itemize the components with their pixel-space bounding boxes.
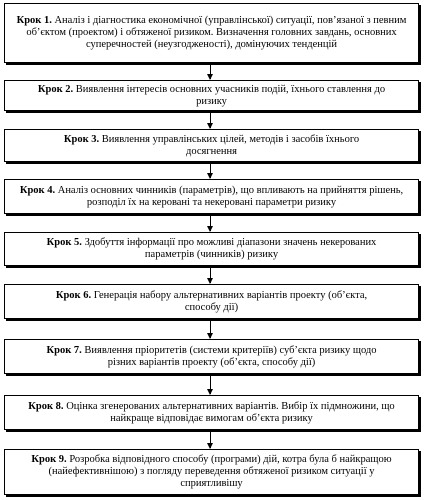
step-1-content (10, 15, 413, 51)
arrow-8-9 (210, 431, 211, 448)
step-2-content (33, 84, 390, 108)
step-5-title: Крок 5. (46, 237, 82, 248)
step-5-content (45, 237, 378, 261)
arrow-2-3 (210, 112, 211, 128)
arrow-7-8 (210, 375, 211, 394)
arrow-1-2 (210, 64, 211, 79)
step-3-content (55, 134, 368, 158)
step-3-box (4, 129, 419, 162)
step-5-box (4, 232, 419, 266)
step-6-title: Крок 6. (55, 289, 92, 301)
step-7-text: Виявлення пріоритетів (системи критеріїв) суб’єкта ризику щодо різних варіантів проекту (об’єкта, способу дії) (84, 344, 377, 368)
step-4-title: Крок 4. (19, 184, 56, 196)
step-9-content (27, 454, 396, 490)
step-4-text: Аналіз основних чинників (параметрів), що впливають на прийняття рішень, розподіл їх на керовані та некеровані параметри ризику (57, 184, 404, 208)
step-8-title: Крок 8. (28, 400, 64, 412)
step-3-text: Виявлення управлінських цілей, методів і засобів їхнього досягнення (101, 133, 360, 157)
step-9-box (4, 449, 419, 495)
step-6-text: Генерація набору альтернативних варіантів проекту (об’єкта, способу дії) (93, 289, 368, 313)
step-8-box (4, 395, 419, 430)
step-1-box (4, 3, 419, 63)
step-7-title: Крок 7. (46, 344, 82, 356)
step-8-text: Оцінка згенерованих альтернативних варіантів. Вибір їх підмножини, що найкраще відповідає вимогам об’єкта ризику (66, 400, 395, 424)
step-6-box (4, 284, 419, 319)
step-1-text: Аналіз і діагностика економічної (управлінської) ситуації, пов’язаної з певним об’єктом (проектом) і обтяженої ризиком. Визначення головних завдань, основних суперечностей (неузгодженості), домінуючих тенденцій (26, 15, 407, 50)
step-4-box (4, 179, 419, 214)
arrow-6-7 (210, 320, 211, 338)
arrow-5-6 (210, 267, 211, 283)
step-9-title: Крок 9. (31, 454, 67, 465)
arrow-4-5 (210, 215, 211, 231)
step-2-text: Виявлення інтересів основних учасників подій, їхнього ставлення до ризику (75, 83, 386, 107)
step-5-text: Здобуття інформації про можливі діапазони значень некерованих параметрів (чинників) ризику (84, 237, 377, 260)
step-8-content (25, 401, 398, 425)
step-1-title: Крок 1. (16, 15, 52, 26)
step-2-box (4, 80, 419, 111)
arrow-3-4 (210, 163, 211, 178)
step-2-title: Крок 2. (37, 83, 74, 95)
step-3-title: Крок 3. (63, 133, 100, 145)
step-9-text: Розробка відповідного способу (програми) дій, котра була б найкращою (найефективнішою) з погляду переведення обтяженої ризиком ситуації у сприятливішу (48, 454, 392, 489)
step-7-content (41, 345, 382, 369)
step-7-box (4, 339, 419, 374)
step-6-content (55, 290, 368, 314)
step-4-content (10, 185, 413, 209)
